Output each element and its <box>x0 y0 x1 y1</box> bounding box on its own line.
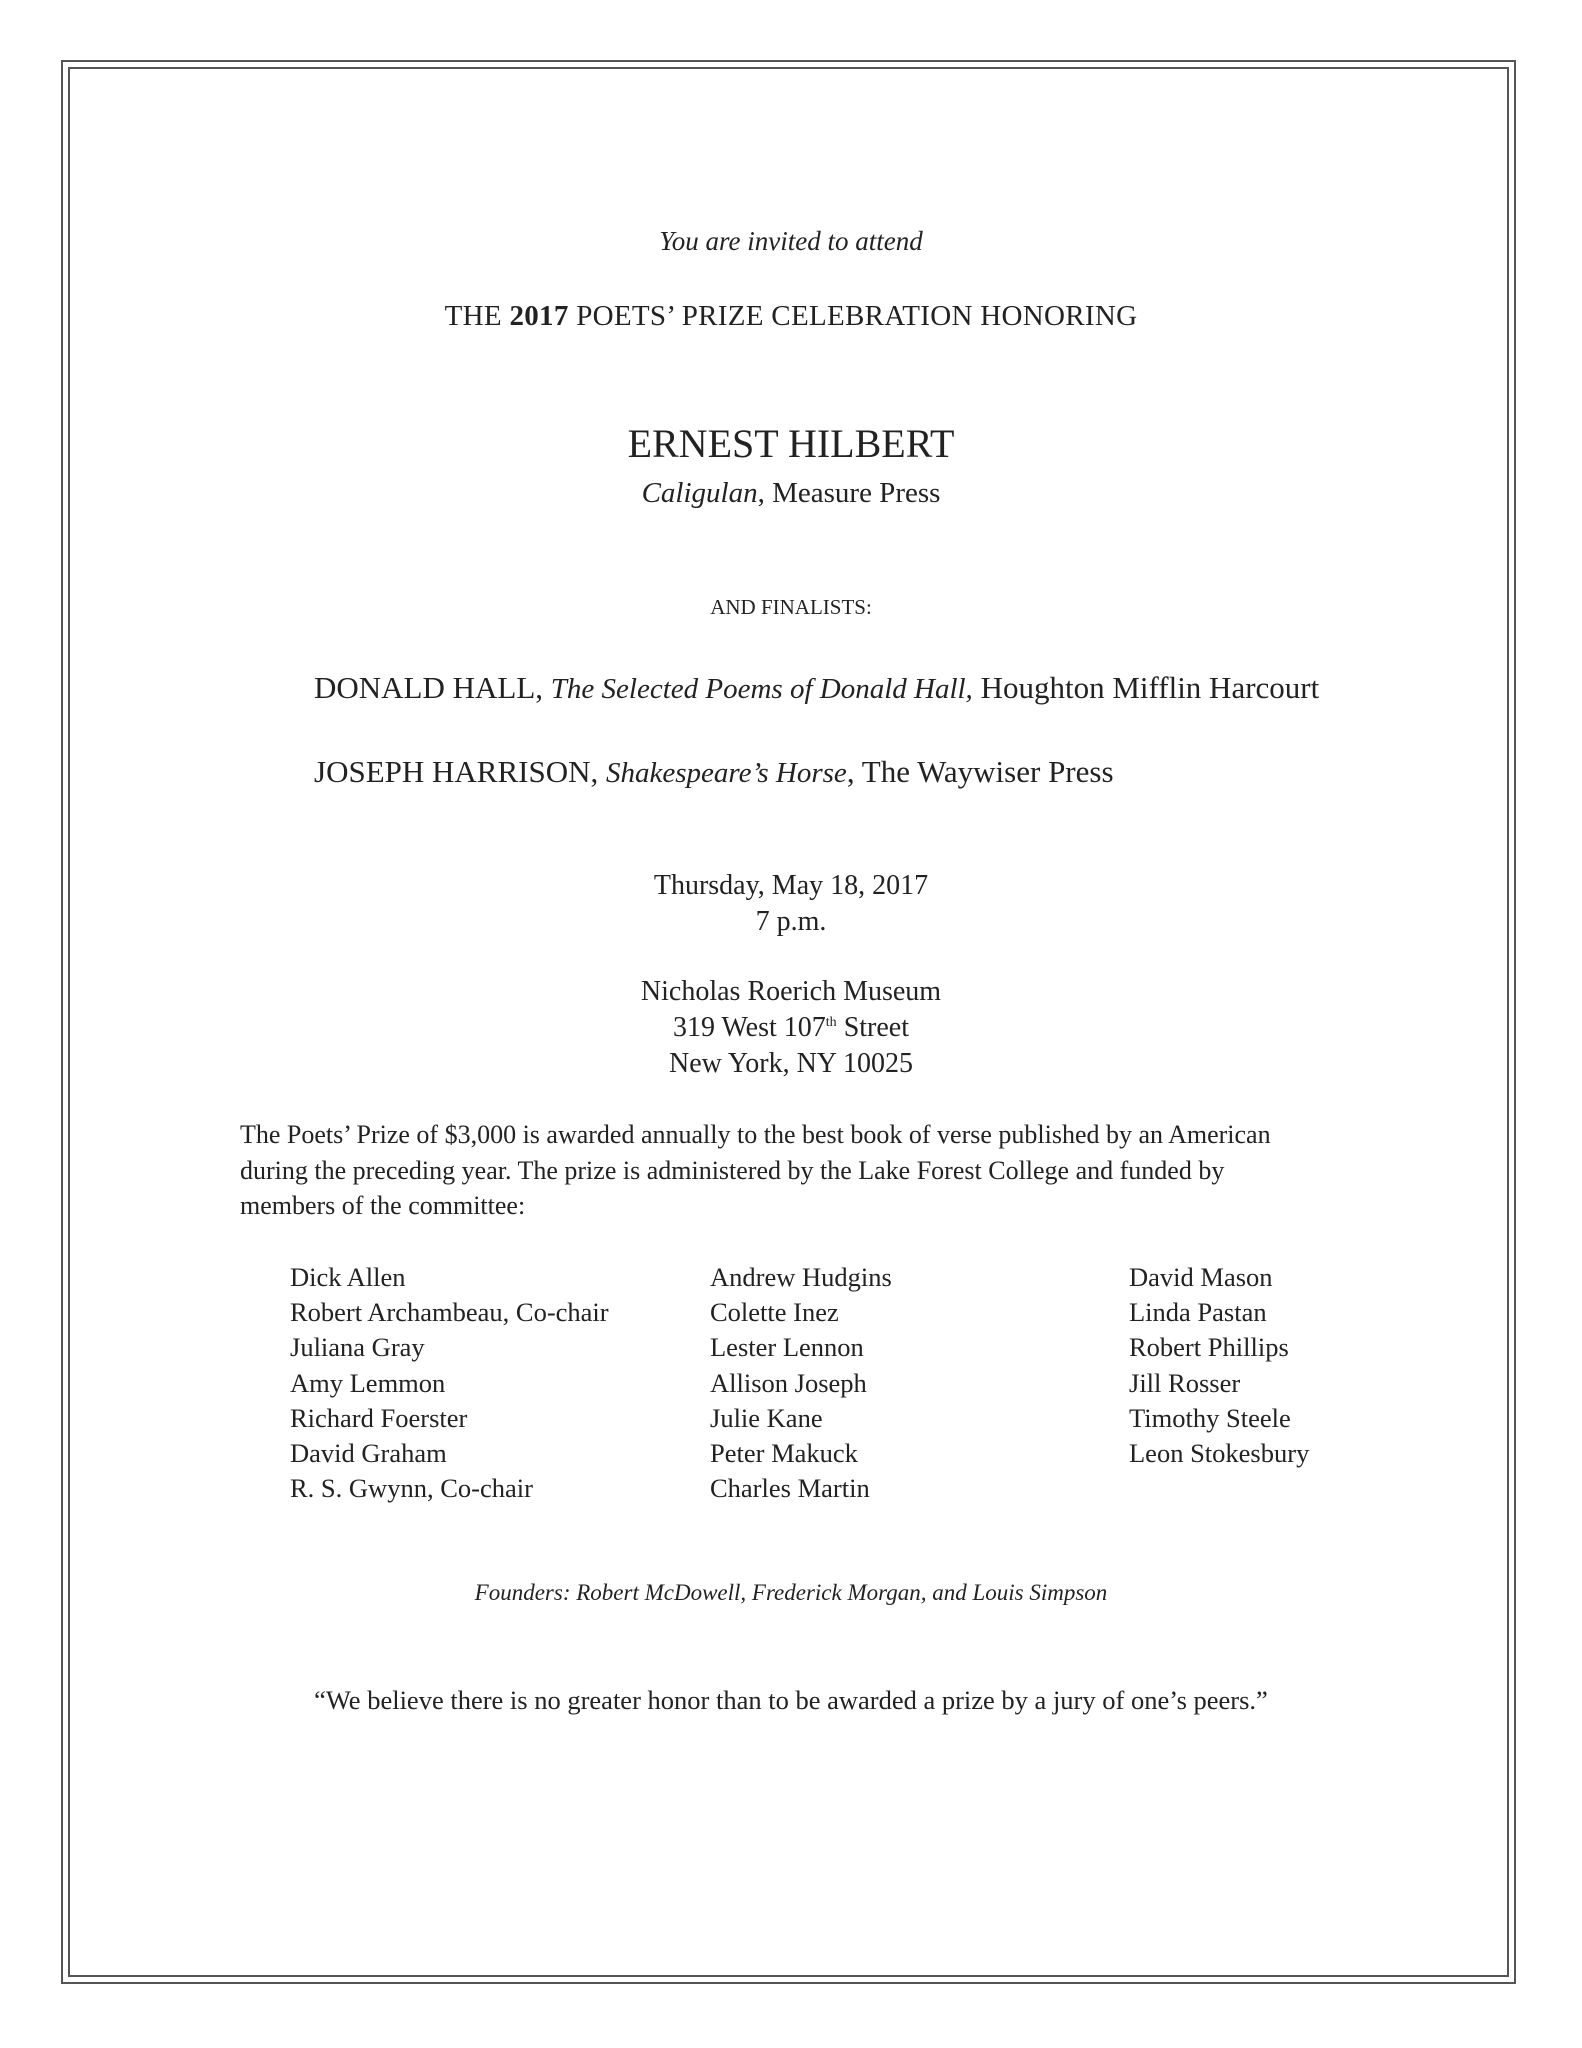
committee-member: Dick Allen <box>290 1262 406 1292</box>
finalists-label: AND FINALISTS: <box>710 595 872 619</box>
event-venue: Nicholas Roerich Museum <box>640 976 942 1007</box>
celebration-year: 2017 <box>509 300 569 332</box>
founders-line: Founders: Robert McDowell, Frederick Morgan, and Louis Simpson <box>474 1580 1108 1605</box>
committee-member: Andrew Hudgins <box>710 1262 892 1292</box>
committee-member: David Mason <box>1129 1262 1273 1292</box>
committee-member: Juliana Gray <box>290 1332 425 1363</box>
prize-description: The Poets’ Prize of $3,000 is awarded annually to the best book of verse published by an American during the preceding year. The prize is administered by the Lake Forest College and funded by members of the committee: <box>240 1120 1271 1220</box>
committee-column-3 <box>1129 1260 1309 1471</box>
committee-member: Timothy Steele <box>1129 1402 1291 1433</box>
finalist-name: DONALD HALL, <box>314 670 551 705</box>
finalist-book-title: Shakespeare’s Horse <box>605 757 847 789</box>
committee-member: Robert Archambeau, Co-chair <box>290 1297 609 1328</box>
celebration-prefix: THE <box>444 300 510 332</box>
committee-member: R. S. Gwynn, Co-chair <box>290 1473 533 1504</box>
celebration-heading <box>0 300 1582 333</box>
committee-member: Robert Phillips <box>1129 1332 1289 1363</box>
street-name: Street <box>836 1012 909 1043</box>
street-ordinal: th <box>825 1015 837 1030</box>
committee-member: Jill Rosser <box>1129 1367 1241 1398</box>
finalist-entry <box>314 754 1114 790</box>
event-time: 7 p.m. <box>755 906 827 937</box>
winner-book-title: Caligulan <box>641 477 758 509</box>
finalist-entry <box>314 670 1319 706</box>
committee-member: Julie Kane <box>710 1402 823 1433</box>
closing-quote: “We believe there is no greater honor than to be awarded a prize by a jury of one’s peers.” <box>314 1685 1268 1715</box>
committee-member: Linda Pastan <box>1129 1297 1267 1328</box>
event-city: New York, NY 10025 <box>669 1048 913 1079</box>
winner-name: ERNEST HILBERT <box>627 421 955 466</box>
committee-member: Colette Inez <box>710 1297 839 1328</box>
street-number: 319 West 107 <box>673 1012 826 1043</box>
committee-member: Leon Stokesbury <box>1129 1438 1310 1469</box>
event-date: Thursday, May 18, 2017 <box>653 870 929 901</box>
finalist-name: JOSEPH HARRISON, <box>314 754 606 789</box>
finalist-publisher: Houghton Mifflin Harcourt <box>972 670 1320 705</box>
committee-member: Peter Makuck <box>710 1438 858 1469</box>
committee-member: Richard Foerster <box>290 1402 468 1433</box>
winner-publisher: , Measure Press <box>757 477 941 509</box>
committee-member: David Graham <box>290 1438 447 1469</box>
committee-member: Charles Martin <box>710 1473 870 1504</box>
committee-member: Lester Lennon <box>710 1332 864 1363</box>
committee-column-2 <box>710 1260 892 1506</box>
event-street <box>0 1012 1582 1044</box>
invitation-intro: You are invited to attend <box>659 226 923 256</box>
committee-member: Amy Lemmon <box>290 1367 446 1398</box>
committee-member: Allison Joseph <box>710 1367 867 1398</box>
winner-book-line <box>0 477 1582 510</box>
committee-column-1 <box>290 1260 609 1506</box>
finalist-book-title: The Selected Poems of Donald Hall, <box>550 673 973 705</box>
finalist-publisher: , The Waywiser Press <box>846 754 1114 789</box>
celebration-suffix: POETS’ PRIZE CELEBRATION HONORING <box>568 300 1138 332</box>
